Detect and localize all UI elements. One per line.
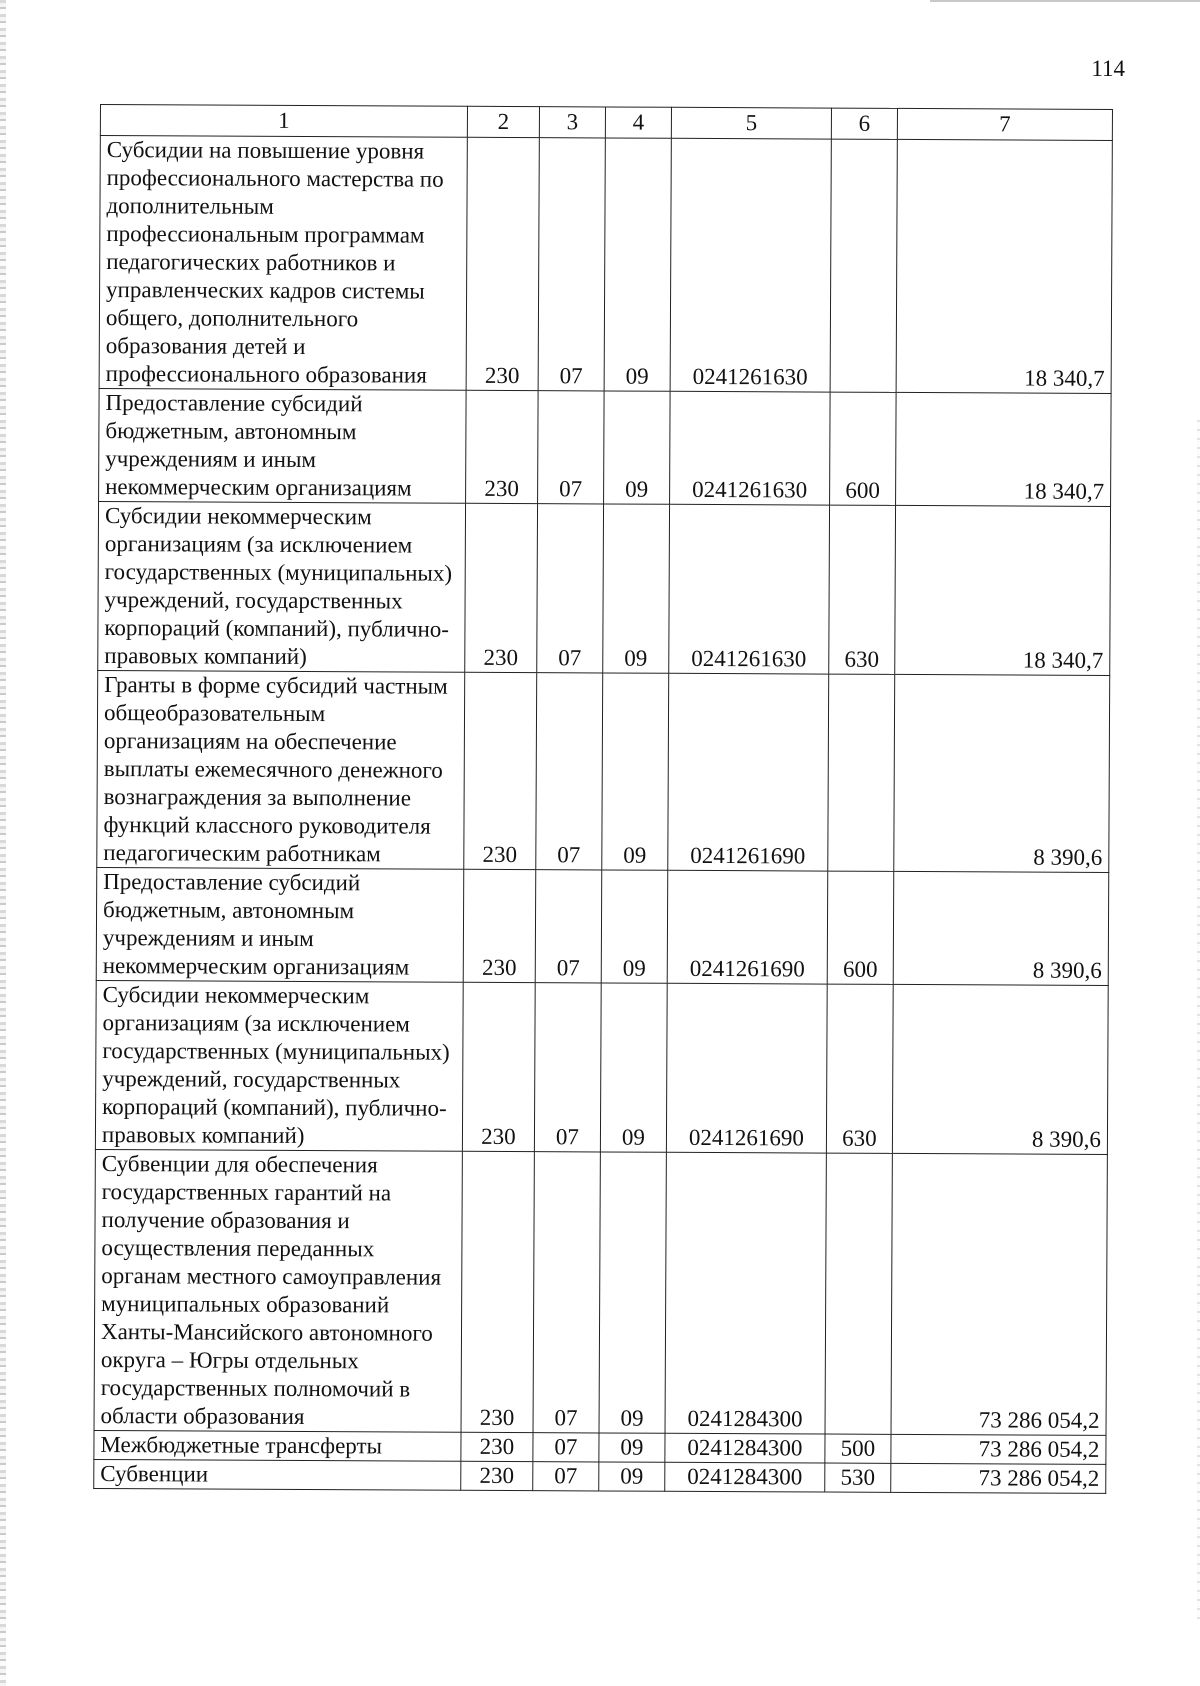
row-amount: 18 340,7: [895, 505, 1111, 675]
row-col-2: 230: [461, 1461, 533, 1490]
row-col-2: 230: [466, 137, 539, 390]
row-col-3: 07: [533, 1152, 600, 1433]
table-row: [94, 1459, 1106, 1493]
row-col-2: 230: [463, 869, 536, 982]
row-col-5: 0241261690: [666, 983, 827, 1153]
column-header-6: 6: [831, 108, 897, 139]
row-col-4: 09: [604, 138, 671, 391]
row-col-3: 07: [537, 504, 604, 673]
row-description: Гранты в форме субсидий частным общеобразовательным организациям на обеспечение выплаты ежемесячного денежного вознаграждения за выполнение функций классного руководителя педагогическим работникам: [97, 670, 465, 869]
row-col-5: 0241261630: [670, 391, 831, 505]
header-row: [100, 105, 1112, 141]
row-amount: 8 390,6: [892, 984, 1108, 1154]
column-header-3: 3: [539, 107, 605, 138]
row-col-6: 600: [827, 871, 894, 984]
row-col-5: 0241284300: [665, 1152, 826, 1434]
table-row: [94, 1149, 1107, 1435]
scan-top-line: [930, 0, 1200, 2]
row-col-3: 07: [533, 1462, 599, 1491]
row-col-5: 0241261690: [667, 870, 828, 984]
row-col-6: [828, 674, 895, 871]
row-col-3: 07: [535, 870, 602, 983]
row-col-3: 07: [533, 1433, 599, 1462]
row-col-5: 0241261630: [670, 138, 831, 392]
row-description: Межбюджетные трансферты: [94, 1430, 461, 1461]
column-header-2: 2: [467, 106, 539, 137]
row-amount: 18 340,7: [896, 392, 1112, 506]
row-description: Предоставление субсидий бюджетным, автономным учреждениям и иным некоммерческим организациям: [96, 867, 464, 982]
row-amount: 73 286 054,2: [891, 1463, 1106, 1493]
row-col-6: 630: [826, 984, 893, 1153]
row-col-4: 09: [604, 391, 671, 504]
row-description: Предоставление субсидий бюджетным, автономным учреждениям и иным некоммерческим организациям: [99, 388, 467, 503]
column-header-7: 7: [897, 108, 1112, 140]
scan-edge-left: [0, 0, 6, 1686]
row-col-3: 07: [538, 138, 605, 391]
row-col-4: 09: [600, 983, 667, 1152]
row-col-4: 09: [599, 1462, 665, 1491]
page-number: 114: [1091, 56, 1125, 81]
row-col-6: [830, 139, 897, 392]
row-col-6: 530: [825, 1463, 891, 1492]
column-header-4: 4: [605, 107, 671, 138]
table-row: [99, 136, 1112, 394]
budget-table: [93, 104, 1113, 1494]
row-col-4: 09: [601, 870, 668, 983]
row-amount: 8 390,6: [893, 871, 1109, 985]
row-amount: 73 286 054,2: [891, 1434, 1106, 1464]
row-col-3: 07: [536, 673, 603, 870]
row-col-2: 230: [462, 982, 535, 1151]
row-col-5: 0241261630: [669, 504, 830, 674]
table-row: [97, 670, 1110, 872]
column-header-5: 5: [671, 107, 831, 139]
row-col-4: 09: [602, 673, 669, 870]
row-col-3: 07: [538, 391, 605, 504]
row-col-4: 09: [599, 1433, 665, 1462]
row-amount: 18 340,7: [896, 139, 1112, 393]
row-col-2: 230: [461, 1151, 534, 1432]
row-amount: 73 286 054,2: [891, 1153, 1107, 1435]
row-col-5: 0241284300: [665, 1433, 825, 1463]
table-row: [96, 867, 1109, 985]
row-description: Субсидии некоммерческим организациям (за исключением государственных (муниципальных) учреждений, государственных корпораций (компаний), публично-правовых компаний): [98, 501, 466, 672]
row-col-5: 0241284300: [665, 1462, 825, 1492]
row-col-2: 230: [465, 503, 538, 672]
row-col-2: 230: [461, 1432, 533, 1461]
table-row: [99, 388, 1112, 506]
row-col-6: 630: [829, 505, 896, 674]
row-amount: 8 390,6: [894, 674, 1110, 872]
row-col-2: 230: [466, 390, 539, 503]
table-row: [95, 980, 1108, 1154]
row-description: Субсидии на повышение уровня профессионального мастерства по дополнительным профессиональным программам педагогических работников и управленческих кадров системы общего, дополнительного образования детей и профессионального образования: [99, 136, 467, 391]
row-col-6: 600: [830, 392, 897, 505]
column-header-1: 1: [100, 105, 467, 138]
row-description: Субвенции для обеспечения государственных гарантий на получение образования и осуществления переданных органам местного самоуправления муниципальных образований Ханты-Мансийского автономного округа – Югры отдельных государственных полномочий в области образования: [94, 1149, 462, 1432]
row-col-6: 500: [825, 1434, 891, 1463]
table-row: [94, 1430, 1106, 1464]
row-description: Субвенции: [94, 1459, 461, 1490]
row-col-4: 09: [603, 504, 670, 673]
row-col-6: [825, 1153, 892, 1434]
row-description: Субсидии некоммерческим организациям (за исключением государственных (муниципальных) учреждений, государственных корпораций (компаний), публично-правовых компаний): [95, 980, 463, 1151]
row-col-4: 09: [599, 1152, 666, 1433]
table-row: [98, 501, 1111, 675]
row-col-3: 07: [534, 983, 601, 1152]
row-col-2: 230: [464, 672, 537, 869]
row-col-5: 0241261690: [668, 673, 829, 871]
